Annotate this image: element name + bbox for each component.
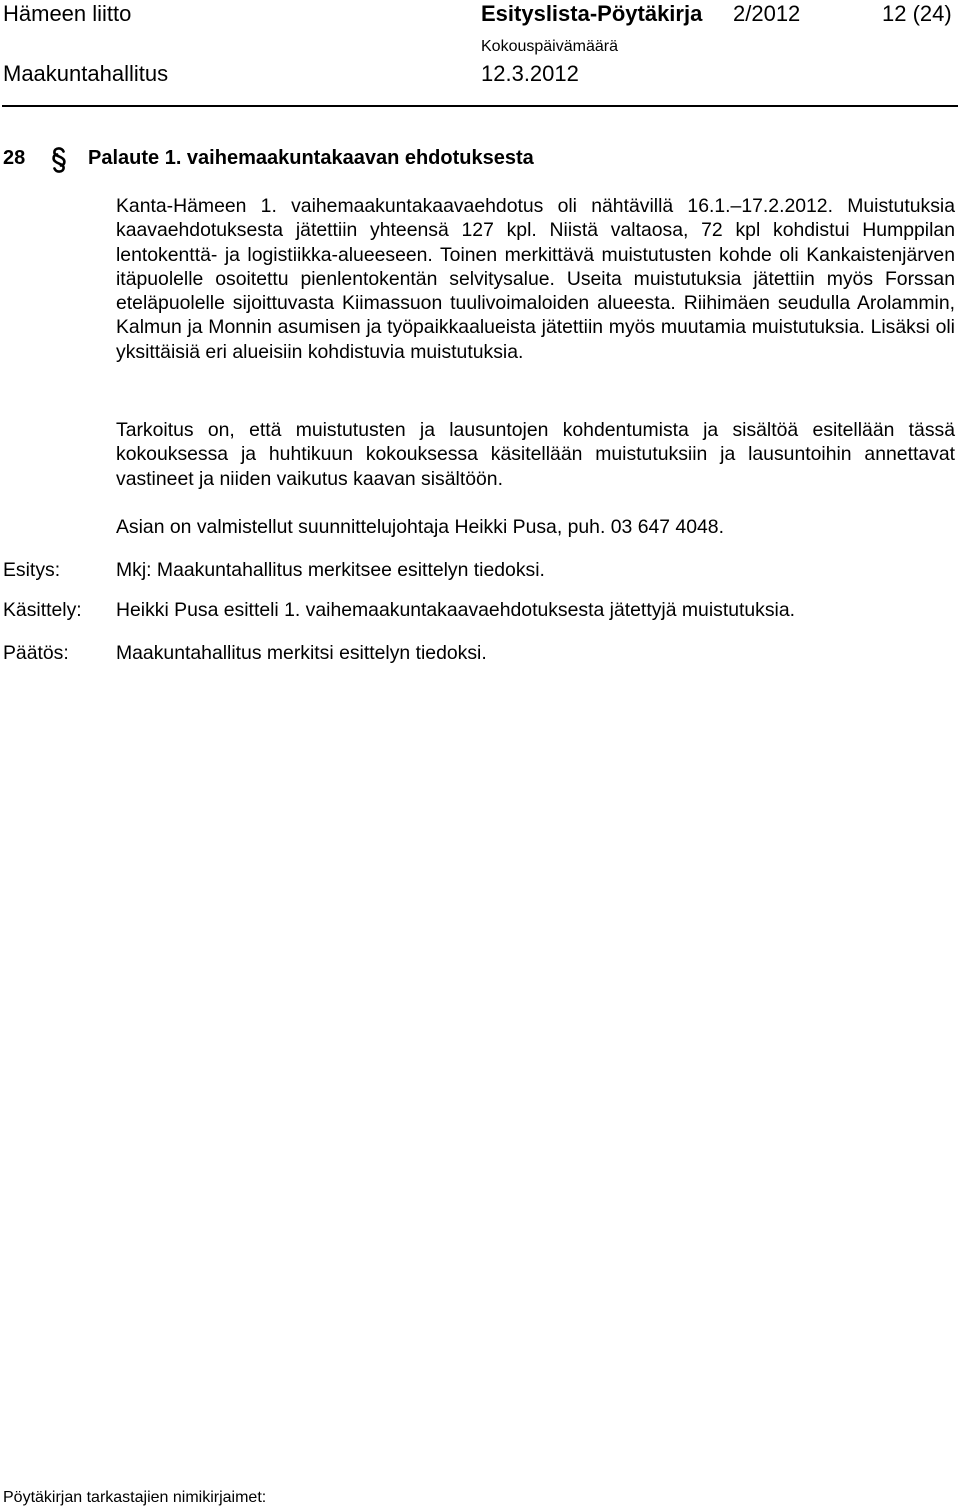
proposal-text: Mkj: Maakuntahallitus merkitsee esittelyn tiedoksi. [116,559,545,581]
proposal-label: Esitys: [3,559,61,581]
meeting-date-label: Kokouspäivämäärä [481,38,618,55]
paragraph-preparer: Asian on valmistellut suunnittelujohtaja Heikki Pusa, puh. 03 647 4048. [116,516,724,538]
section-number: 28 [3,147,26,169]
document-number: 2/2012 [733,1,801,26]
paragraph-purpose: Tarkoitus on, että muistutusten ja lausuntojen kohdentumista ja sisältöä esitellään tässä kokouksessa ja huhtikuun kokouksessa käsitellään muistutuksiin ja lausuntoihin annettavat vastineet ja niiden vaikutus kaavan sisältöön. [116,419,955,490]
section-sign-icon [50,147,68,173]
footer-initials-label: Pöytäkirjan tarkastajien nimikirjaimet: [3,1489,267,1506]
page-number: 12 (24) [882,1,952,26]
header-divider [2,105,958,107]
paragraph-comments-summary: Kanta-Hämeen 1. vaihemaakuntakaavaehdotus oli nähtävillä 16.1.–17.2.2012. Muistutuksia kaavaehdotuksesta jätettiin yhteensä 127 kpl. Niistä valtaosa, 72 kpl kohdistui Humppilan lentokenttä- ja logistiikka-alueeseen. Toinen merkittävä muistutusten kohde oli Kankaistenjärven itäpuolelle osoitettu pienlentokentän selvitysalue. Useita muistutuksia jätettiin myös Forssan eteläpuolelle sijoittuvasta Kiimassuon tuulivoimaloiden alueesta. Riihimäen seudulla Arolammin, Kalmun ja Monnin asumisen ja työpaikkaalueista jätettiin myös muutamia muistutuksia. Lisäksi oli yksittäisiä eri alueisiin kohdistuvia muistutuksia. [116,195,955,363]
meeting-date: 12.3.2012 [481,61,579,86]
decision-label: Päätös: [3,642,69,664]
decision-text: Maakuntahallitus merkitsi esittelyn tiedoksi. [116,642,487,664]
document-type: Esityslista-Pöytäkirja [481,1,703,26]
discussion-label: Käsittely: [3,599,82,621]
governing-body: Maakuntahallitus [3,61,169,86]
discussion-text: Heikki Pusa esitteli 1. vaihemaakuntakaavaehdotuksesta jätettyjä muistutuksia. [116,599,796,621]
section-title: Palaute 1. vaihemaakuntakaavan ehdotuksesta [88,147,534,169]
organization-name: Hämeen liitto [3,1,132,26]
